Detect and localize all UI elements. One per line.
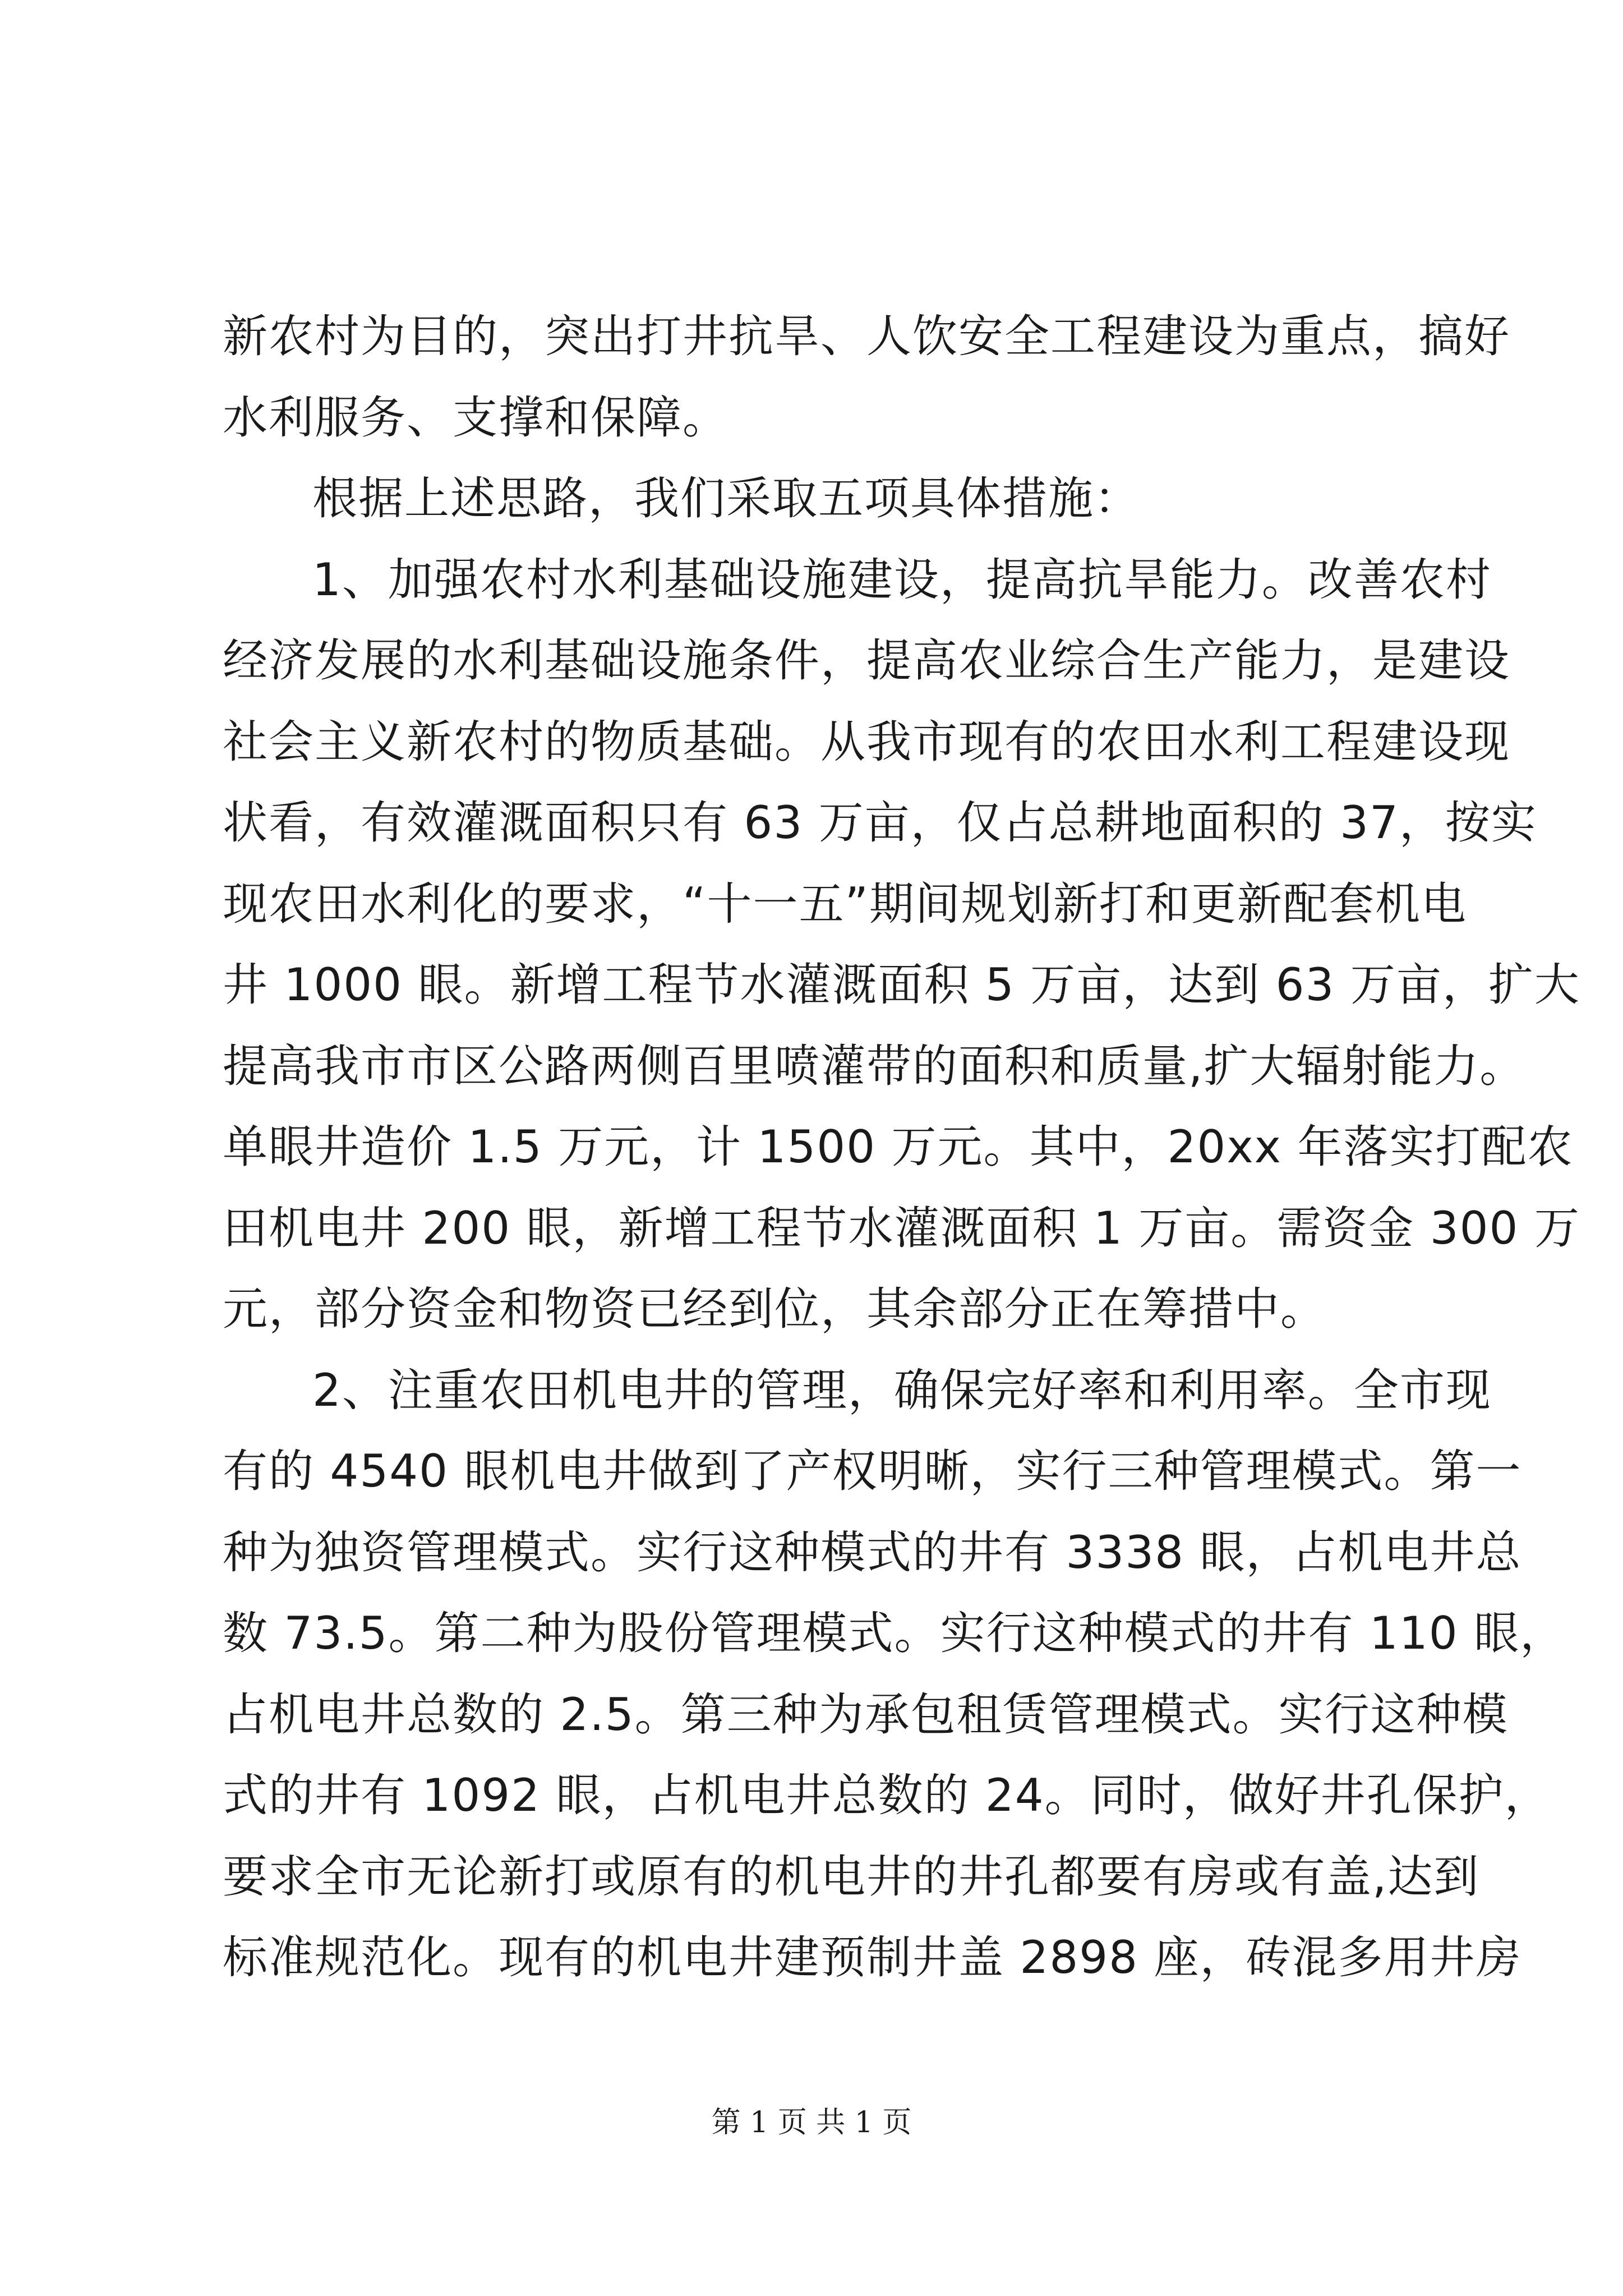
- text-line: 数 73.5。第二种为股份管理模式。实行这种模式的井有 110 眼，: [223, 1607, 1566, 1659]
- page-number-footer: 第 1 页 共 1 页: [711, 2106, 912, 2139]
- text-line: 单眼井造价 1.5 万元，计 1500 万元。其中，20xx 年落实打配农: [223, 1121, 1574, 1173]
- text-line: 田机电井 200 眼，新增工程节水灌溉面积 1 万亩。需资金 300 万: [223, 1202, 1580, 1254]
- text-line: 标准规范化。现有的机电井建预制井盖 2898 座，砖混多用井房: [223, 1931, 1522, 1984]
- text-line: 元，部分资金和物资已经到位，其余部分正在筹措中。: [223, 1283, 1326, 1335]
- text-line: 状看，有效灌溉面积只有 63 万亩，仅占总耕地面积的 37，按实: [223, 797, 1537, 849]
- text-line: 提高我市市区公路两侧百里喷灌带的面积和质量,扩大辐射能力。: [223, 1039, 1526, 1092]
- text-line: 2、注重农田机电井的管理，确保完好率和利用率。全市现: [312, 1364, 1492, 1416]
- text-line: 水利服务、支撑和保障。: [223, 391, 728, 444]
- text-line: 新农村为目的，突出打井抗旱、人饮安全工程建设为重点，搞好: [223, 310, 1510, 362]
- text-line: 1、加强农村水利基础设施建设，提高抗旱能力。改善农村: [312, 553, 1492, 606]
- text-line: 种为独资管理模式。实行这种模式的井有 3338 眼，占机电井总: [223, 1526, 1522, 1579]
- document-body: [223, 296, 1580, 1999]
- text-line: 要求全市无论新打或原有的机电井的井孔都要有房或有盖,达到: [223, 1850, 1480, 1903]
- text-line: 有的 4540 眼机电井做到了产权明晰，实行三种管理模式。第一: [223, 1445, 1522, 1497]
- text-line: 现农田水利化的要求，“十一五”期间规划新打和更新配套机电: [223, 877, 1467, 930]
- text-line: 式的井有 1092 眼，占机电井总数的 24。同时，做好井孔保护，: [223, 1769, 1551, 1821]
- text-line: 井 1000 眼。新增工程节水灌溉面积 5 万亩，达到 63 万亩，扩大: [223, 959, 1580, 1011]
- text-line: 社会主义新农村的物质基础。从我市现有的农田水利工程建设现: [223, 715, 1510, 768]
- text-line: 根据上述思路，我们采取五项具体措施：: [312, 472, 1140, 524]
- text-line: 经济发展的水利基础设施条件，提高农业综合生产能力，是建设: [223, 634, 1510, 687]
- text-line: 占机电井总数的 2.5。第三种为承包租赁管理模式。实行这种模: [223, 1688, 1509, 1741]
